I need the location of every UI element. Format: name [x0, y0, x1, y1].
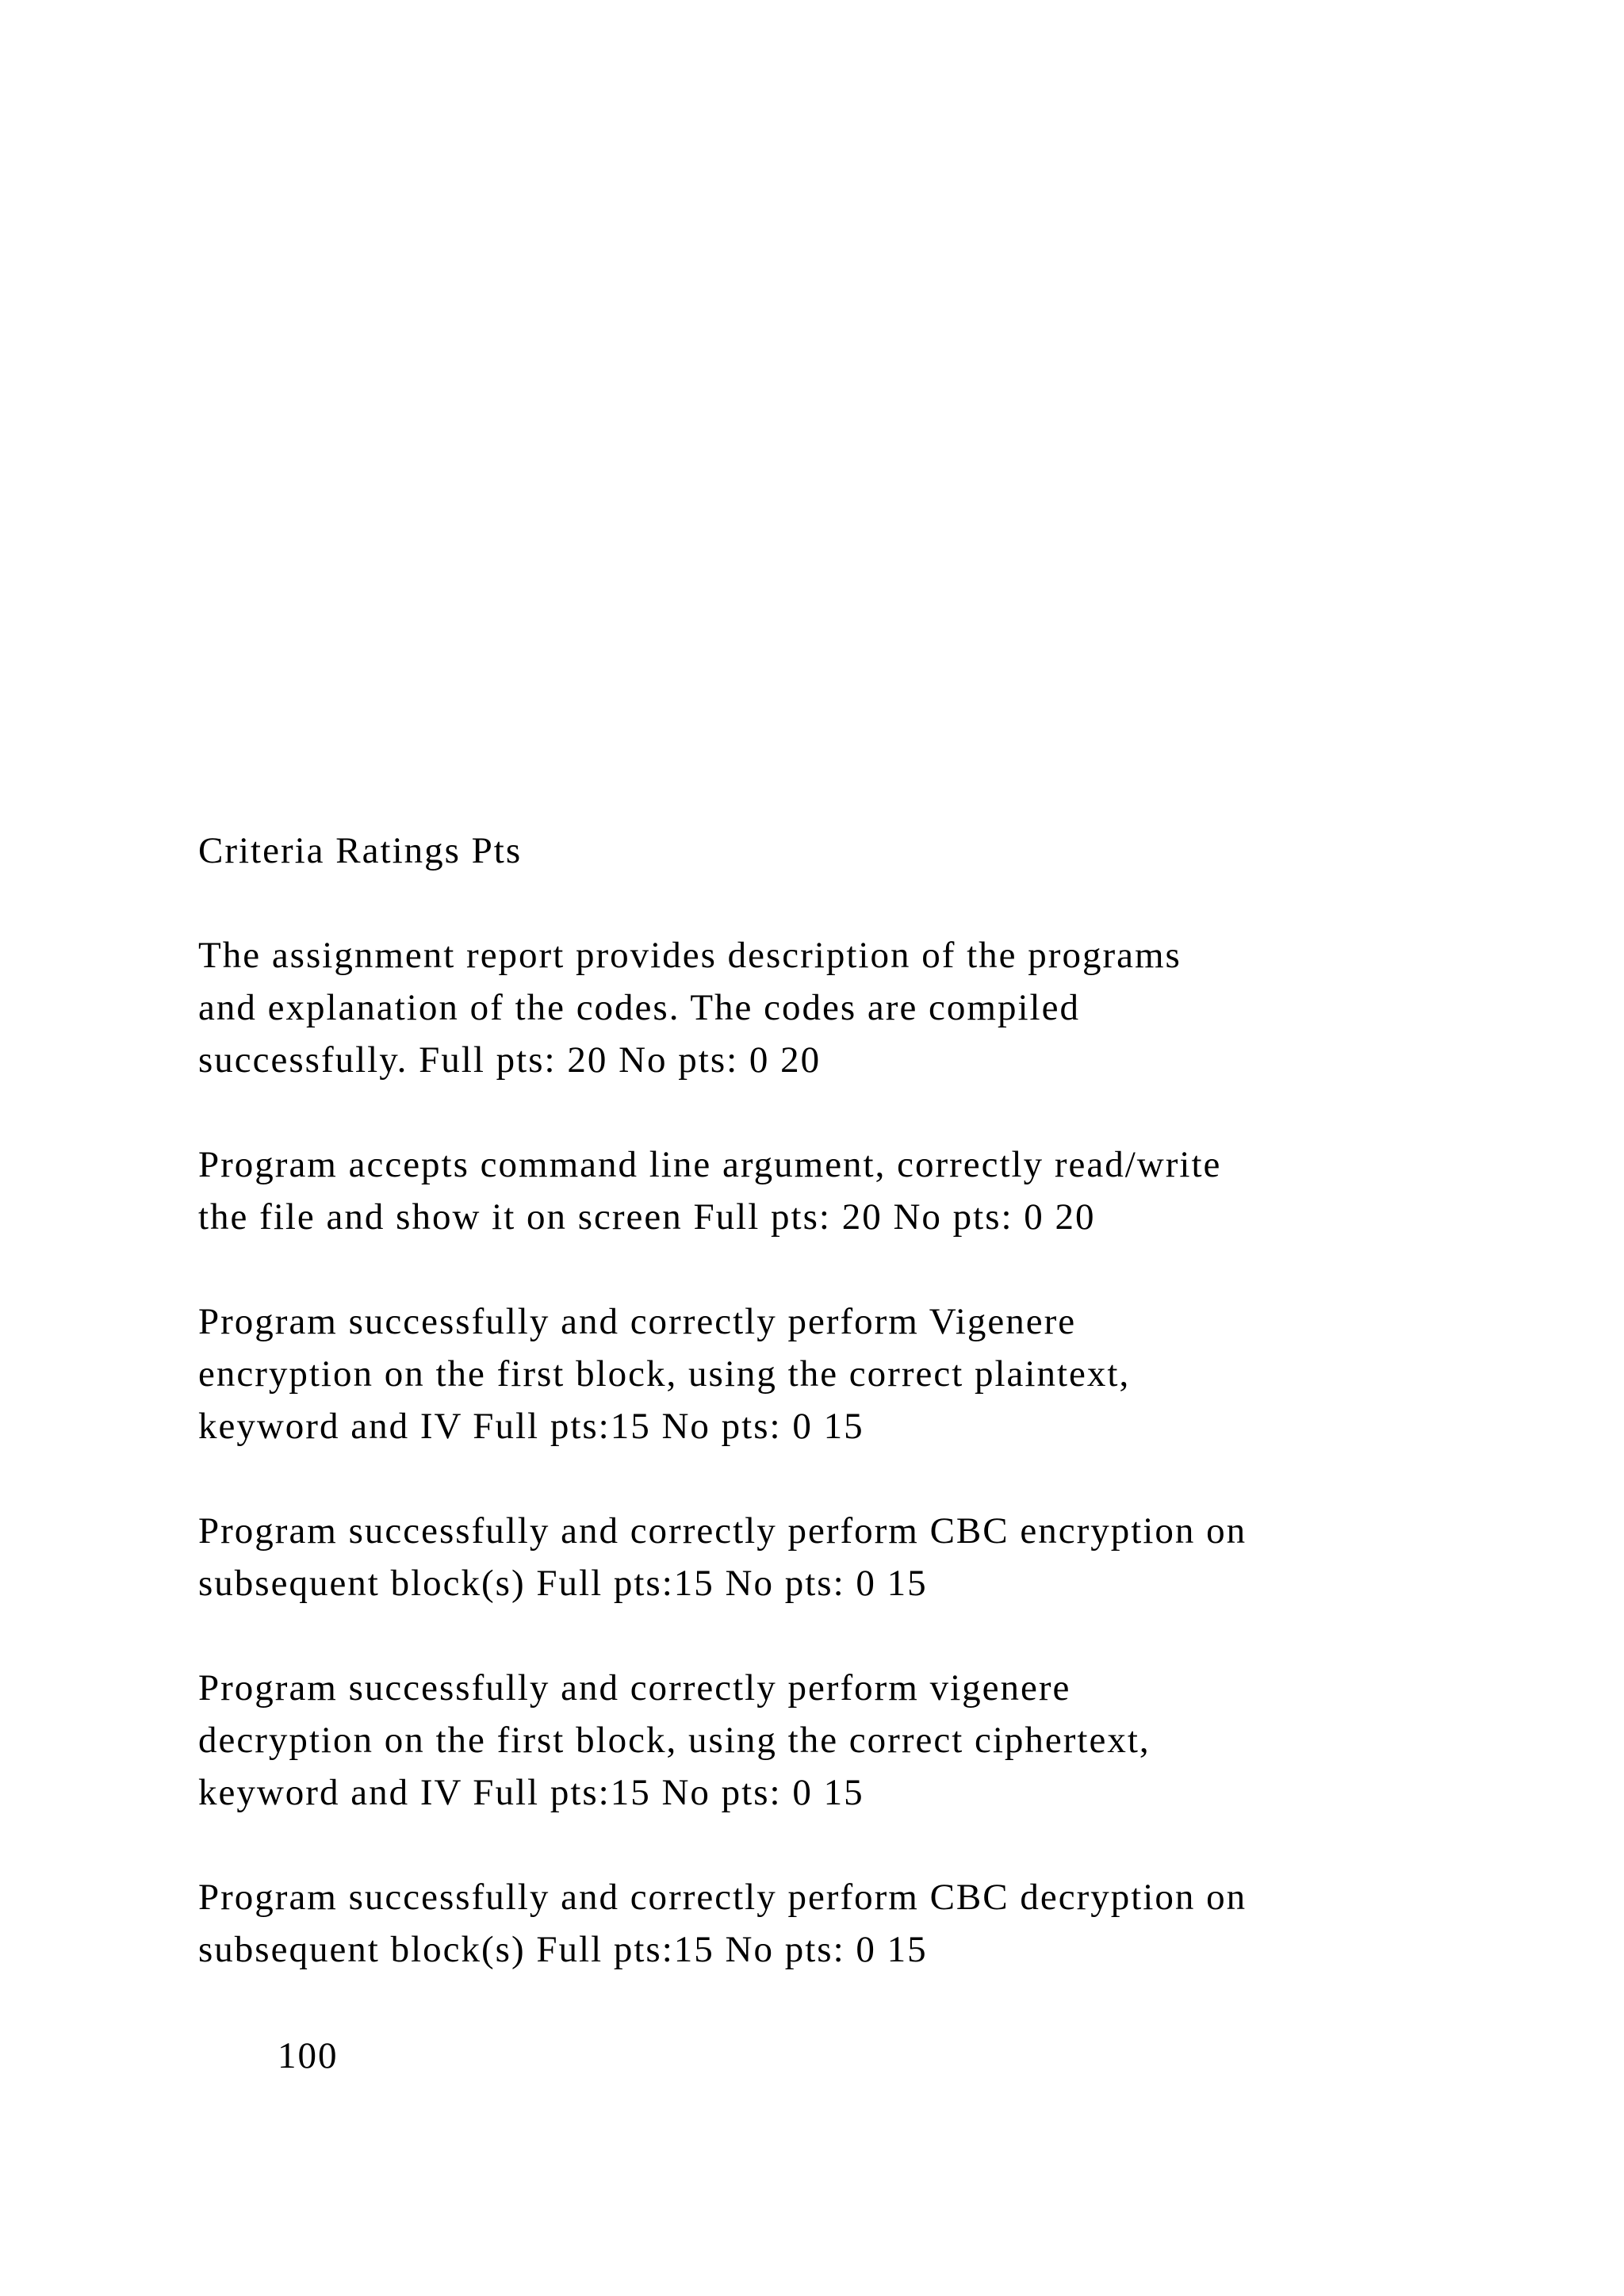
- criterion-line: the file and show it on screen Full pts: 20 No pts: 0 20: [198, 1196, 1096, 1238]
- criterion-line: Program successfully and correctly perform CBC encryption on: [198, 1510, 1247, 1552]
- criterion-line: Program successfully and correctly perform Vigenere: [198, 1301, 1077, 1342]
- criterion-vigenere-decryption: [198, 1662, 1435, 1819]
- criterion-line: Program accepts command line argument, correctly read/write: [198, 1144, 1222, 1185]
- criterion-line: subsequent block(s) Full pts:15 No pts: 0 15: [198, 1929, 928, 1970]
- criterion-line: encryption on the first block, using the correct plaintext,: [198, 1353, 1131, 1395]
- total-points: 100: [278, 2035, 339, 2076]
- rubric-heading: Criteria Ratings Pts: [198, 830, 523, 871]
- criterion-cbc-encryption: [198, 1505, 1435, 1609]
- criterion-line: The assignment report provides description of the programs: [198, 935, 1182, 976]
- criterion-cbc-decryption: [198, 1871, 1435, 1976]
- criterion-line: keyword and IV Full pts:15 No pts: 0 15: [198, 1406, 864, 1447]
- criterion-vigenere-encryption: [198, 1295, 1435, 1452]
- criterion-line: Program successfully and correctly perform vigenere: [198, 1667, 1071, 1709]
- rubric-content: [198, 825, 1435, 2028]
- criterion-report: [198, 929, 1435, 1086]
- criterion-line: successfully. Full pts: 20 No pts: 0 20: [198, 1039, 822, 1081]
- criterion-line: Program successfully and correctly perform CBC decryption on: [198, 1877, 1247, 1918]
- criterion-line: keyword and IV Full pts:15 No pts: 0 15: [198, 1772, 864, 1813]
- criterion-line: subsequent block(s) Full pts:15 No pts: 0 15: [198, 1563, 928, 1604]
- criterion-line: decryption on the first block, using the correct ciphertext,: [198, 1720, 1151, 1761]
- criterion-command-line: [198, 1138, 1435, 1243]
- criterion-line: and explanation of the codes. The codes are compiled: [198, 987, 1080, 1028]
